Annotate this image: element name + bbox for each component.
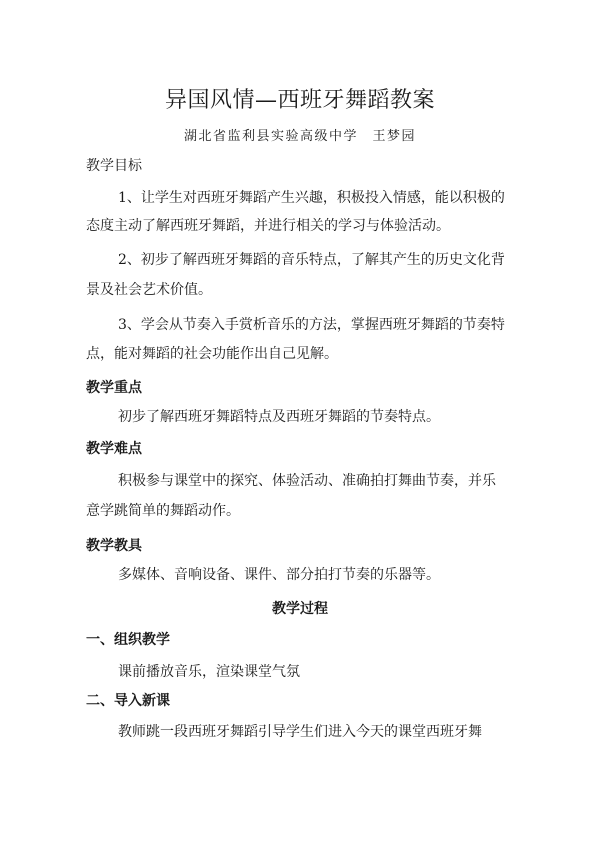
objective-3-line-1: 3、学会从节奏入手赏析音乐的方法，掌握西班牙舞蹈的节奏特 xyxy=(118,317,505,333)
aids-text: 多媒体、音响设备、课件、部分拍打节奏的乐器等。 xyxy=(118,567,440,583)
objective-1-line-1: 1、让学生对西班牙舞蹈产生兴趣，积极投入情感，能以积极的 xyxy=(118,190,505,206)
author-line: 湖北省监利县实验高级中学 王梦园 xyxy=(183,129,416,144)
aids-heading: 教学教具 xyxy=(86,538,142,554)
difficulties-line-1: 积极参与课堂中的探究、体验活动、准确拍打舞曲节奏，并乐 xyxy=(118,473,496,489)
document-title: 异国风情—西班牙舞蹈教案 xyxy=(164,88,435,113)
difficulties-heading: 教学难点 xyxy=(86,441,142,457)
objective-1-line-2: 态度主动了解西班牙舞蹈，并进行相关的学习与体验活动。 xyxy=(86,218,450,234)
step-1-text: 课前播放音乐，渲染课堂气氛 xyxy=(118,664,300,680)
step-2-text: 教师跳一段西班牙舞蹈引导学生们进入今天的课堂西班牙舞 xyxy=(118,724,482,740)
difficulties-line-2: 意学跳简单的舞蹈动作。 xyxy=(86,503,240,519)
key-points-text: 初步了解西班牙舞蹈特点及西班牙舞蹈的节奏特点。 xyxy=(118,409,440,425)
step-1-heading: 一、组织教学 xyxy=(86,632,170,648)
key-points-heading: 教学重点 xyxy=(86,380,142,396)
process-heading: 教学过程 xyxy=(272,601,328,617)
objectives-heading: 教学目标 xyxy=(86,158,142,174)
objective-3-line-2: 点，能对舞蹈的社会功能作出自己见解。 xyxy=(86,346,338,362)
step-2-heading: 二、导入新课 xyxy=(86,693,170,709)
objective-2-line-1: 2、初步了解西班牙舞蹈的音乐特点，了解其产生的历史文化背 xyxy=(118,252,505,268)
objective-2-line-2: 景及社会艺术价值。 xyxy=(86,282,212,298)
